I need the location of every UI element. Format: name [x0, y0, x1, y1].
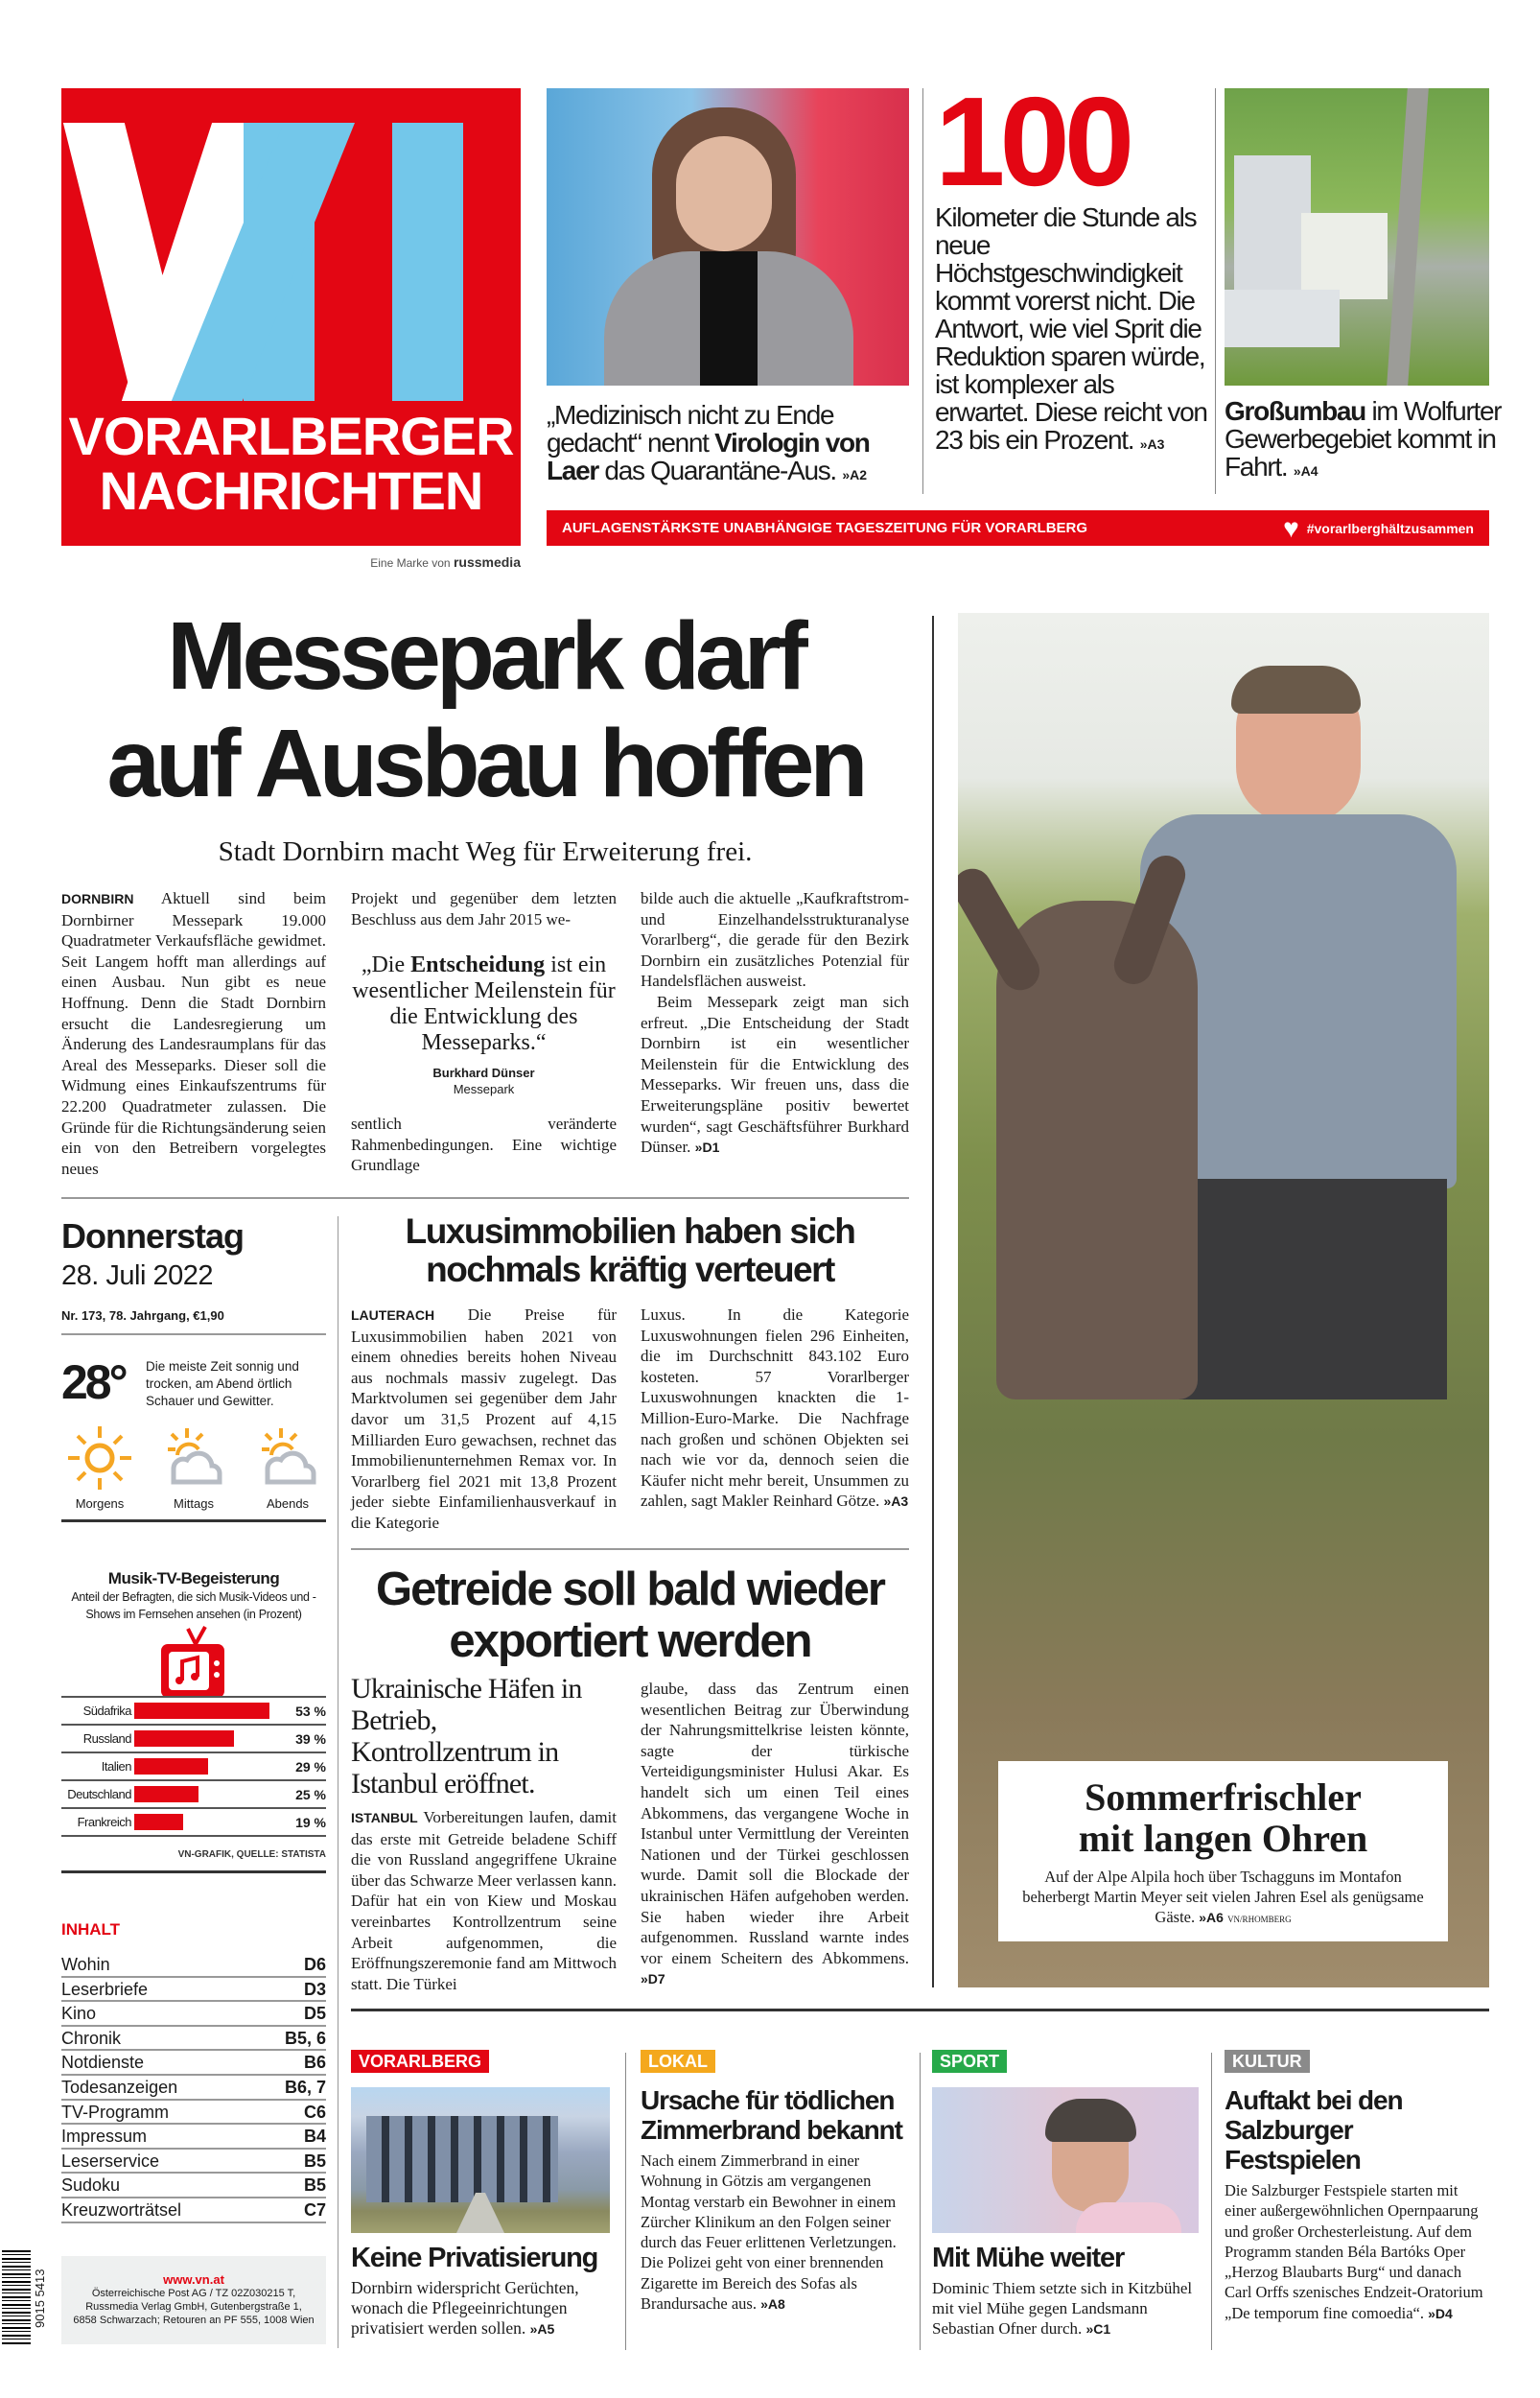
brand-line: [338, 554, 521, 570]
lead-col-2-bottom: sentlich veränderte Rahmenbedingungen. Eine wichtige Grundlage: [351, 1115, 617, 1175]
page-ref[interactable]: »A8: [760, 2296, 785, 2313]
teaser-text: Kilometer die Stunde als neue Höchstgeschwindigkeit kommt vorerst nicht. Die Antwort, wie viel Sprit die Reduktion sparen würde, ist komplexer als erwartet. Diese reicht von 23 bis ein Prozent.: [935, 202, 1207, 455]
imprint-box: [61, 2256, 326, 2344]
page-ref[interactable]: »C1: [1085, 2321, 1111, 2337]
infographic-source: VN-GRAFIK, QUELLE: STATISTA: [177, 1849, 326, 1860]
section-lokal[interactable]: [641, 2051, 907, 2315]
contents-label: Wohin: [61, 1955, 110, 1974]
bar: [134, 1703, 269, 1719]
bar-row: [61, 1809, 326, 1837]
teaser-grossumbau[interactable]: [1225, 397, 1512, 485]
logo-n-stroke: [392, 123, 463, 401]
bar-row: [61, 1698, 326, 1726]
section-tag[interactable]: VORARLBERG: [351, 2050, 489, 2073]
contents-page: B6, 7: [284, 2077, 326, 2097]
contents-item[interactable]: [61, 2002, 326, 2027]
contents-label: Todesanzeigen: [61, 2077, 178, 2097]
infographic-subtitle: Anteil der Befragten, die sich Musik-Videos und -Shows im Fernsehen ansehen (in Prozent): [71, 1590, 316, 1621]
edition-date: 28. Juli 2022: [61, 1260, 213, 1291]
section-text: Die Salzburger Festspiele starten mit einer außergewöhnlichen Opernpaarung und großer Orchesterleistung. Auf dem Programm standen Béla Bartóks Oper „Herzog Blaubarts Burg“ und danach Carl Orffs szenisches Endzeit-Oratorium „De temporum fine comoedia“.: [1225, 2181, 1483, 2322]
weather-slot-morning: [61, 1424, 138, 1511]
lead-subhead: Stadt Dornbirn macht Weg für Erweiterung frei.: [218, 836, 753, 867]
section-tag[interactable]: SPORT: [932, 2050, 1007, 2073]
contents-item[interactable]: [61, 2198, 326, 2223]
section-headline: Keine Privatisierung: [351, 2243, 598, 2273]
bar-value: 25 %: [295, 1786, 326, 1802]
section-kultur[interactable]: [1225, 2051, 1489, 2324]
sun-cloud-icon: [254, 1424, 321, 1492]
music-tv-icon: [155, 1625, 232, 1702]
issue-info: Nr. 173, 78. Jahrgang, €1,90: [61, 1308, 224, 1323]
page-ref[interactable]: »D1: [694, 1140, 720, 1156]
contents-label: Kreuzworträtsel: [61, 2199, 182, 2220]
contents-item[interactable]: [61, 2174, 326, 2198]
teaser-photo-aerial[interactable]: [1225, 88, 1489, 386]
bar: [134, 1730, 234, 1747]
contents-label: Leserservice: [61, 2151, 160, 2171]
teaser-photo-virologist[interactable]: [547, 88, 909, 386]
contents-label: Sudoku: [61, 2175, 121, 2196]
teaser-bold: Großumbau: [1225, 396, 1365, 426]
teaser-text: im Wolfurter Gewerbegebiet kommt in Fahrt.: [1225, 396, 1502, 482]
bar-row: [61, 1726, 326, 1753]
website-link[interactable]: www.vn.at: [163, 2272, 224, 2287]
weather-slot-midday: [155, 1424, 232, 1511]
temperature: 28°: [61, 1355, 126, 1409]
hashtag: #vorarlberghältzusammen: [1306, 520, 1474, 536]
contents-label: Notdienste: [61, 2053, 145, 2073]
weekday: Donnerstag: [61, 1216, 245, 1256]
article-text: glaube, dass das Zentrum einen wesentlichen Beitrag zur Überwindung der Nahrungsmittelkrise leisten könnte, sagte der türkische Verteidigungsminister Hulusi Akar. Es handelt sich um einen Teil eines Abkommens, das vergangene Woche in Istanbul unter Vermittlung der Vereinten Nationen und der Türkei geschlossen wurde. Damit soll die Blockade der ukrainischen Häfen aufgehoben werden. Sie haben wieder ihre Arbeit aufgenommen. Russland warnte indes vor einem Scheitern des Abkommens.: [641, 1680, 909, 1967]
bar-label: Südafrika: [82, 1704, 131, 1718]
luxus-col-2: [641, 1305, 909, 1513]
quote-text: „Die: [361, 952, 411, 978]
lead-col-2: [351, 888, 617, 1176]
contents-page: B4: [303, 2127, 326, 2147]
bar-value: 19 %: [295, 1814, 326, 1830]
contents-page: B6: [303, 2053, 326, 2073]
page-ref[interactable]: »D4: [1428, 2305, 1453, 2321]
section-tag[interactable]: KULTUR: [1225, 2050, 1310, 2073]
contents-page: D5: [303, 2004, 326, 2024]
article-text: bilde auch die aktuelle „Kaufkraftstrom- und Einzelhandelsstrukturanalyse Vorarlberg“, die gerade für den Bezirk Dornbirn ein zusätzliches Potenzial für Handelsflächen ausweist.: [641, 889, 909, 991]
logo-name-line1: VORARLBERGER: [68, 406, 514, 466]
bar: [134, 1814, 183, 1830]
feature-headline: Sommerfrischler: [1085, 1775, 1362, 1819]
contents-page: D3: [303, 1979, 326, 1999]
section-headline: Auftakt bei den Salzburger Festspielen: [1225, 2085, 1403, 2175]
luxus-col-1: [351, 1305, 617, 1534]
article-text: Aktuell sind beim Dornbirner Messepark 19.000 Quadratmeter Verkaufsfläche gewidmet. Seit Langem hofft man allerdings auf einen Ausbau. Nun gibt es neue Hoffnung. Denn die Stadt Dornbirn ersucht die Landesregierung um Änderung des Landesraumplans für das Areal des Messeparks. Dieser soll die Widmung eines Einkaufszentrums für 22.200 Quadratmeter zulassen. Die Gründe für die Richtungsänderung seien ein von den Betreibern vorgelegtes neues: [61, 889, 326, 1178]
quote-bold: Entscheidung: [410, 952, 546, 978]
contents-page: B5: [303, 2175, 326, 2196]
contents-item[interactable]: [61, 2027, 326, 2052]
bar-row: [61, 1781, 326, 1809]
getreide-col-1-wrap: [351, 1673, 617, 1994]
contents-item[interactable]: [61, 2076, 326, 2101]
feature-caption[interactable]: [998, 1761, 1448, 1941]
logo-name-line2: NACHRICHTEN: [99, 460, 483, 521]
weather-text: Die meiste Zeit sonnig und trocken, am Abend örtlich Schauer und Gewitter.: [146, 1359, 299, 1408]
contents-label: Chronik: [61, 2028, 122, 2048]
imprint-line: Österreichische Post AG / TZ 02Z030215 T,: [91, 2288, 296, 2299]
section-tag[interactable]: LOKAL: [641, 2050, 715, 2073]
vn-logo[interactable]: [61, 88, 521, 546]
weather-slot-evening: [249, 1424, 326, 1511]
page-ref[interactable]: »D7: [641, 1971, 665, 1987]
teaser-text: das Quarantäne-Aus.: [597, 456, 843, 485]
section-headline: Mit Mühe weiter: [932, 2243, 1125, 2273]
sun-icon: [66, 1424, 133, 1492]
section-headline: Ursache für tödlichen Zimmerbrand bekannt: [641, 2085, 902, 2145]
contents-list: [61, 1953, 326, 2223]
teaser-bold: Virologin von Laer: [547, 428, 870, 485]
contents-item[interactable]: [61, 1978, 326, 2003]
lead-col-1: [61, 888, 326, 1179]
bar-label: Deutschland: [67, 1787, 131, 1801]
lead-col-2-top: Projekt und gegenüber dem letzten Beschluss aus dem Jahr 2015 we-: [351, 889, 617, 929]
article-text: Die Preise für Luxusimmobilien haben 2021 von einem ohnedies bereits hohen Niveau aus nochmals massiv zugelegt. Das Marktvolumen sei gegenüber dem Jahr davor um 31,5 Prozent auf 4,15 Milliarden Euro gewachsen, rechnet das Immobilienunternehmen Remax vor. In Vorarlberg fiel 2021 mit 13,8 Prozent jeder siebte Einfamilienhausverkauf in die Kategorie: [351, 1305, 617, 1532]
bar-row: [61, 1753, 326, 1781]
contents-item[interactable]: [61, 1953, 326, 1978]
lead-headline-line: Messepark darf: [167, 602, 804, 710]
contents-page: B5, 6: [284, 2028, 326, 2048]
section-text: Nach einem Zimmerbrand in einer Wohnung in Götzis am vergangenen Montag verstarb ein Bewohner in einem Zürcher Klinikum an den Folgen seiner durch das Feuer erlittenen Verletzungen. Die Polizei geht von einer brennenden Zigarette im Bereich des Sofas als Brandursache aus.: [641, 2151, 897, 2314]
article-text: Beim Messepark zeigt man sich erfreut. „Die Entscheidung der Stadt Dornbirn ist ein wesentlicher Meilenstein für die Entwicklung des Messeparks. Wir freuen uns, dass die Erweiterungspläne positiv bewertet wurden“, sagt Geschäftsführer Burkhard Dünser.: [641, 992, 909, 1157]
teaser-text: „Medizinisch nicht zu Ende gedacht“ nennt: [547, 400, 834, 458]
pull-quote: [351, 952, 617, 1096]
bar-track: [134, 1786, 288, 1802]
dateline: LAUTERACH: [351, 1307, 435, 1323]
bar-track: [134, 1730, 288, 1747]
page-ref[interactable]: »A3: [1139, 436, 1165, 452]
getreide-headline[interactable]: Getreide soll bald wieder exportiert werden: [375, 1563, 884, 1667]
bar-value: 29 %: [295, 1758, 326, 1775]
tagline-band: [547, 510, 1489, 546]
contents-item[interactable]: [61, 2101, 326, 2126]
lead-col-3: [641, 888, 909, 1159]
quote-text: ist ein wesentlicher Meilenstein für die Entwicklung des Messeparks.“: [352, 952, 616, 1056]
page-ref[interactable]: »A2: [842, 467, 868, 482]
getreide-col-1: [351, 1807, 617, 1994]
brand-name: russmedia: [453, 554, 521, 570]
contents-item[interactable]: [61, 2051, 326, 2076]
tagline: AUFLAGENSTÄRKSTE UNABHÄNGIGE TAGESZEITUNG FÜR VORARLBERG: [562, 520, 1088, 536]
quote-role: Messepark: [453, 1082, 515, 1097]
page-ref[interactable]: »A3: [883, 1493, 909, 1510]
imprint-line: Russmedia Verlag GmbH, Gutenbergstraße 1,: [85, 2301, 302, 2313]
contents-label: TV-Programm: [61, 2102, 170, 2122]
bar-label: Italien: [101, 1759, 131, 1774]
feature-headline: mit langen Ohren: [1078, 1817, 1368, 1860]
weather-forecast: [61, 1424, 326, 1511]
contents-label: Leserbriefe: [61, 1979, 149, 1999]
contents-label: Kino: [61, 2004, 97, 2024]
section-vorarlberg[interactable]: [351, 2051, 610, 2339]
weather-slot-label: Mittags: [174, 1496, 214, 1511]
feature-text: Auf der Alpe Alpila hoch über Tschagguns im Montafon beherbergt Martin Meyer seit vielen Jahren Esel als genügsame Gäste.: [1022, 1868, 1424, 1926]
contents-item[interactable]: [61, 2150, 326, 2175]
contents-page: B5: [303, 2151, 326, 2171]
getreide-subhead: Ukrainische Häfen in Betrieb, Kontrollzentrum in Istanbul eröffnet.: [351, 1673, 582, 1799]
contents-page: D6: [303, 1955, 326, 1974]
getreide-col-2: [641, 1679, 909, 1990]
article-text: Vorbereitungen laufen, damit das erste mit Getreide beladene Schiff die von Russland angegriffene Ukraine über das Schwarze Meer verlassen kann. Dafür hat ein von Kiew und Moskau vereinbartes Kontrollzentrum seine Arbeit aufgenommen, die Eröffnungszeremonie fand am Mittwoch statt. Die Türkei: [351, 1808, 617, 1993]
luxus-headline[interactable]: Luxusimmobilien haben sich nochmals kräftig verteuert: [405, 1211, 855, 1289]
lead-headline[interactable]: [54, 602, 917, 817]
section-photo-thiem[interactable]: [932, 2087, 1199, 2233]
bar-label: Frankreich: [77, 1815, 131, 1829]
brand-prefix: Eine Marke von: [370, 556, 451, 570]
page-ref[interactable]: »A6: [1199, 1910, 1224, 1925]
contents-page: C6: [303, 2102, 326, 2122]
barcode-digits: 9015 5413: [33, 2269, 47, 2328]
lead-headline-line: auf Ausbau hoffen: [106, 710, 864, 817]
infographic: [61, 1569, 326, 1702]
dateline: DORNBIRN: [61, 891, 134, 906]
section-sport[interactable]: [932, 2051, 1199, 2339]
teaser-virologist[interactable]: [547, 401, 916, 489]
bar-chart: [61, 1696, 326, 1837]
section-text: Dornbirn widerspricht Gerüchten, wonach die Pflegeeinrichtungen privatisiert werden sollen.: [351, 2278, 579, 2338]
article-text: Luxus. In die Kategorie Luxuswohnungen fielen 296 Einheiten, die im Durchschnitt 843.102 Euro kosteten. 57 Vorarlberger Luxuswohnungen knackten die 1-Million-Euro-Marke. Die Nachfrage nach großen und schönen Objekten sei nach wie vor da, dennoch seien die Käufer nicht mehr bereit, Unsummen zu zahlen, sagt Makler Reinhard Götze.: [641, 1305, 909, 1511]
sun-cloud-icon: [160, 1424, 227, 1492]
bar-value: 53 %: [295, 1703, 326, 1719]
photo-credit: VN/RHOMBERG: [1227, 1915, 1292, 1924]
contents-title: INHALT: [61, 1920, 121, 1939]
dateline: ISTANBUL: [351, 1810, 418, 1825]
weather-slot-label: Morgens: [75, 1496, 125, 1511]
bar-track: [134, 1814, 288, 1830]
infographic-title: Musik-TV-Begeisterung: [107, 1569, 280, 1587]
weather-slot-label: Abends: [266, 1496, 310, 1511]
contents-item[interactable]: [61, 2125, 326, 2150]
bar-label: Russland: [82, 1731, 131, 1746]
contents-page: C7: [303, 2199, 326, 2220]
bar: [134, 1786, 198, 1802]
quote-author: Burkhard Dünser: [432, 1066, 535, 1081]
teaser-speed-limit[interactable]: [935, 203, 1208, 458]
bar: [134, 1758, 208, 1775]
section-text: Dominic Thiem setzte sich in Kitzbühel mit viel Mühe gegen Landsmann Sebastian Ofner durch.: [932, 2279, 1193, 2338]
section-photo-building[interactable]: [351, 2087, 610, 2233]
page-ref[interactable]: »A4: [1293, 463, 1318, 479]
contents-label: Impressum: [61, 2127, 148, 2147]
bar-track: [134, 1758, 288, 1775]
bar-track: [134, 1703, 288, 1719]
bar-value: 39 %: [295, 1730, 326, 1747]
teaser-big-number: 100: [935, 71, 1130, 212]
barcode: [2, 2250, 31, 2346]
page-ref[interactable]: »A5: [529, 2321, 555, 2337]
imprint-line: 6858 Schwarzach; Retouren an PF 555, 1008 Wien: [73, 2315, 315, 2326]
heart-icon: ♥: [1283, 512, 1299, 543]
